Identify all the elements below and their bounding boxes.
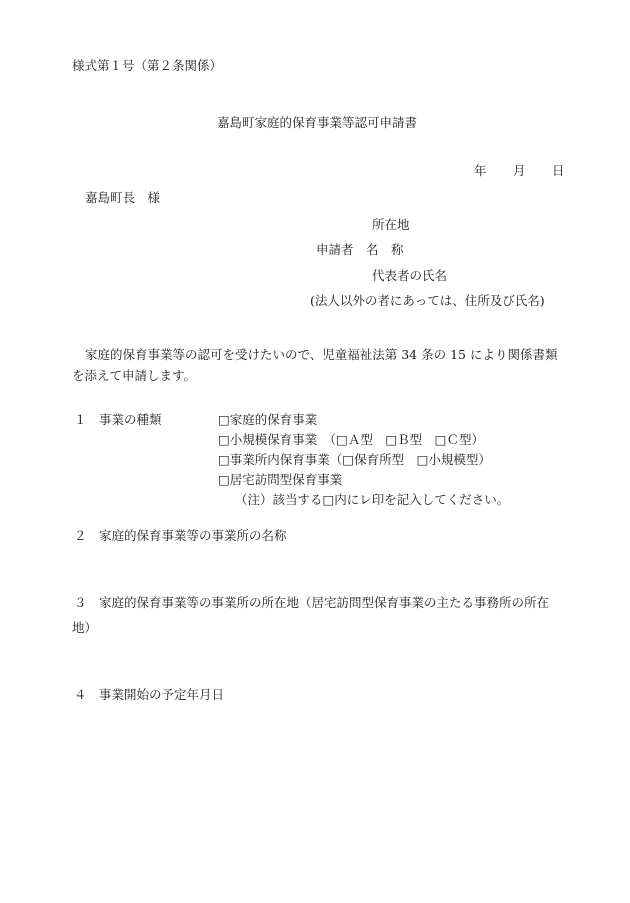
item-3-label-line-2: 地） xyxy=(72,620,98,635)
applicant-note: (法人以外の者にあっては、住所及び氏名) xyxy=(310,293,545,308)
form-number: 様式第１号（第２条関係） xyxy=(72,58,223,73)
item-1-number: １ xyxy=(74,412,87,427)
item-2-label: 家庭的保育事業等の事業所の名称 xyxy=(99,528,287,543)
option-workplace-childcare[interactable]: □事業所内保育事業（□保育所型 □小規模型） xyxy=(218,452,491,467)
option-home-visit-childcare[interactable]: □居宅訪問型保育事業 xyxy=(218,472,343,487)
item-4-label: 事業開始の予定年月日 xyxy=(99,687,225,702)
body-line-1: 家庭的保育事業等の認可を受けたいので、児童福祉法第 34 条の 15 により関係書類 xyxy=(85,347,558,362)
item-1-label: 事業の種類 xyxy=(99,412,162,427)
item-3-label-line-1: 家庭的保育事業等の事業所の所在地（居宅訪問型保育事業の主たる事務所の所在 xyxy=(99,595,550,610)
item-2-number: ２ xyxy=(74,528,87,543)
item-3-number: ３ xyxy=(74,595,87,610)
body-line-2: を添えて申請します。 xyxy=(72,368,197,383)
date-year: 年 xyxy=(474,163,487,178)
date-month: 月 xyxy=(513,163,526,178)
item-4-number: ４ xyxy=(74,687,87,702)
option-family-childcare[interactable]: □家庭的保育事業 xyxy=(218,412,318,427)
document-title: 嘉島町家庭的保育事業等認可申請書 xyxy=(217,115,418,130)
addressee: 嘉島町長 様 xyxy=(85,190,161,205)
item-1-note: （注）該当する□内にレ印を記入してください。 xyxy=(235,492,510,507)
address-label: 所在地 xyxy=(372,217,410,232)
applicant-name-label: 申請者 名 称 xyxy=(316,242,404,257)
representative-label: 代表者の氏名 xyxy=(372,268,448,283)
option-small-scale-childcare[interactable]: □小規模保育事業 （□Ａ型 □Ｂ型 □Ｃ型） xyxy=(218,432,484,447)
date-day: 日 xyxy=(552,163,565,178)
